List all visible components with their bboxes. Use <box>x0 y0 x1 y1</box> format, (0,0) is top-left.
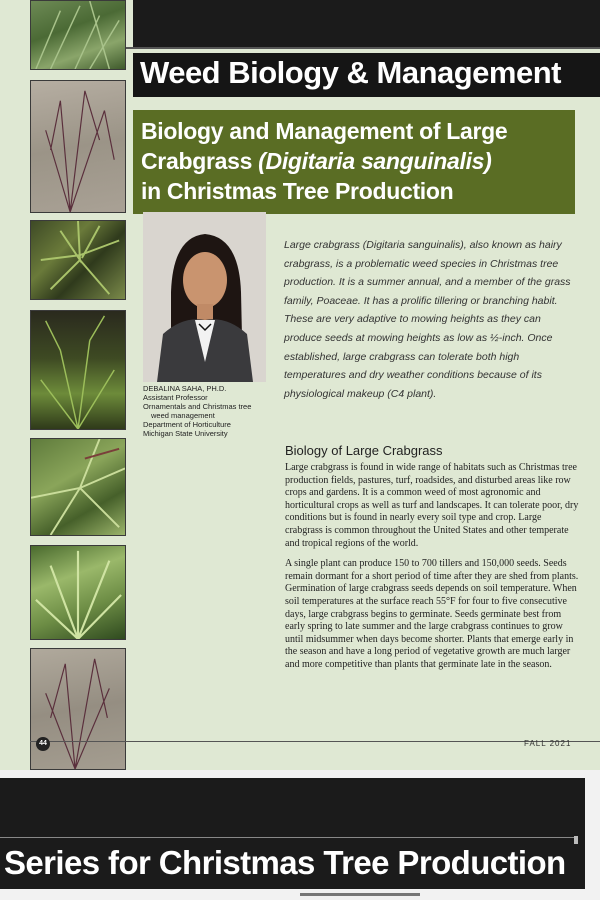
crabgrass-photo-1 <box>30 0 126 70</box>
author-university: Michigan State University <box>143 429 228 438</box>
body-paragraph-2: A single plant can produce 150 to 700 tillers and 150,000 seeds. Seeds remain dormant for a short period of time after they are shed from plants. Germination of large crabgrass seeds depends on soil temperature. When soil temperatures at the surface reach 55°F for four to five consecutive days, large crabgrass begins to germinate. Seeds germinate best from early spring to late summer and the large crabgrass continues to grow until midsummer when days become shorter. Plants that emerge early in the season and have a long period of vegetative growth are much larger and more competitive than plants that germinate late in the season. <box>285 558 579 670</box>
article-title-common-name: Crabgrass <box>141 148 253 174</box>
article-title <box>141 116 567 206</box>
author-role-cont: weed management <box>151 411 215 420</box>
series-title: Series for Christmas Tree Production <box>4 844 566 881</box>
section-body <box>285 462 580 680</box>
crabgrass-photo-7 <box>30 648 126 770</box>
photo-column <box>30 0 126 770</box>
section-heading: Biology of Large Crabgrass <box>285 443 443 458</box>
issue-date: FALL 2021 <box>524 739 572 748</box>
author-info <box>143 384 283 438</box>
banner-tick <box>574 836 578 844</box>
top-dark-band <box>133 0 600 48</box>
article-title-scientific-name: (Digitaria sanguinalis) <box>258 148 492 174</box>
intro-paragraph: Large crabgrass (Digitaria sanguinalis), also known as hairy crabgrass, is a problematic weed species in Christmas tree production. It is a summer annual, and a member of the grass family, Poaceae. It has a prolific tillering or branching habit. These are very adaptive to mowing heights as they can produce seeds at mowing heights as low as ½-inch. Once established, large crabgrass can tolerate both high temperatures and dry weather conditions because of its physiological makeup (C4 plant). <box>284 239 571 400</box>
author-department: Department of Horticulture <box>143 420 231 429</box>
main-title: Weed Biology & Management <box>140 55 561 90</box>
footer-rule <box>30 741 600 742</box>
crabgrass-photo-4 <box>30 310 126 430</box>
crabgrass-photo-2 <box>30 80 126 213</box>
bottom-stub <box>300 893 420 896</box>
page-number: 44 <box>36 737 50 751</box>
crabgrass-photo-6 <box>30 545 126 640</box>
banner-rule <box>0 837 578 838</box>
author-role: Ornamentals and Christmas tree <box>143 402 252 411</box>
body-paragraph-1: Large crabgrass is found in wide range of habitats such as Christmas tree production fields, pastures, turf, roadsides, and disturbed areas like row crops and gardens. It is a common weed of most agronomic and horticultural crops as well as turf and landscapes. It can tolerate poor, dry conditions but is found in nearly every soil type and crop. Large crabgrass is common throughout the United States and other temperate and tropical regions of the world. <box>285 462 579 549</box>
author-title: Assistant Professor <box>143 393 208 402</box>
article-title-line1: Biology and Management of Large <box>141 118 508 144</box>
author-portrait <box>143 212 266 382</box>
article-title-box <box>133 110 575 214</box>
crabgrass-photo-5 <box>30 438 126 536</box>
author-name: DEBALINA SAHA, PH.D. <box>143 384 227 393</box>
crabgrass-photo-3 <box>30 220 126 300</box>
article-title-line3: in Christmas Tree Production <box>141 178 454 204</box>
